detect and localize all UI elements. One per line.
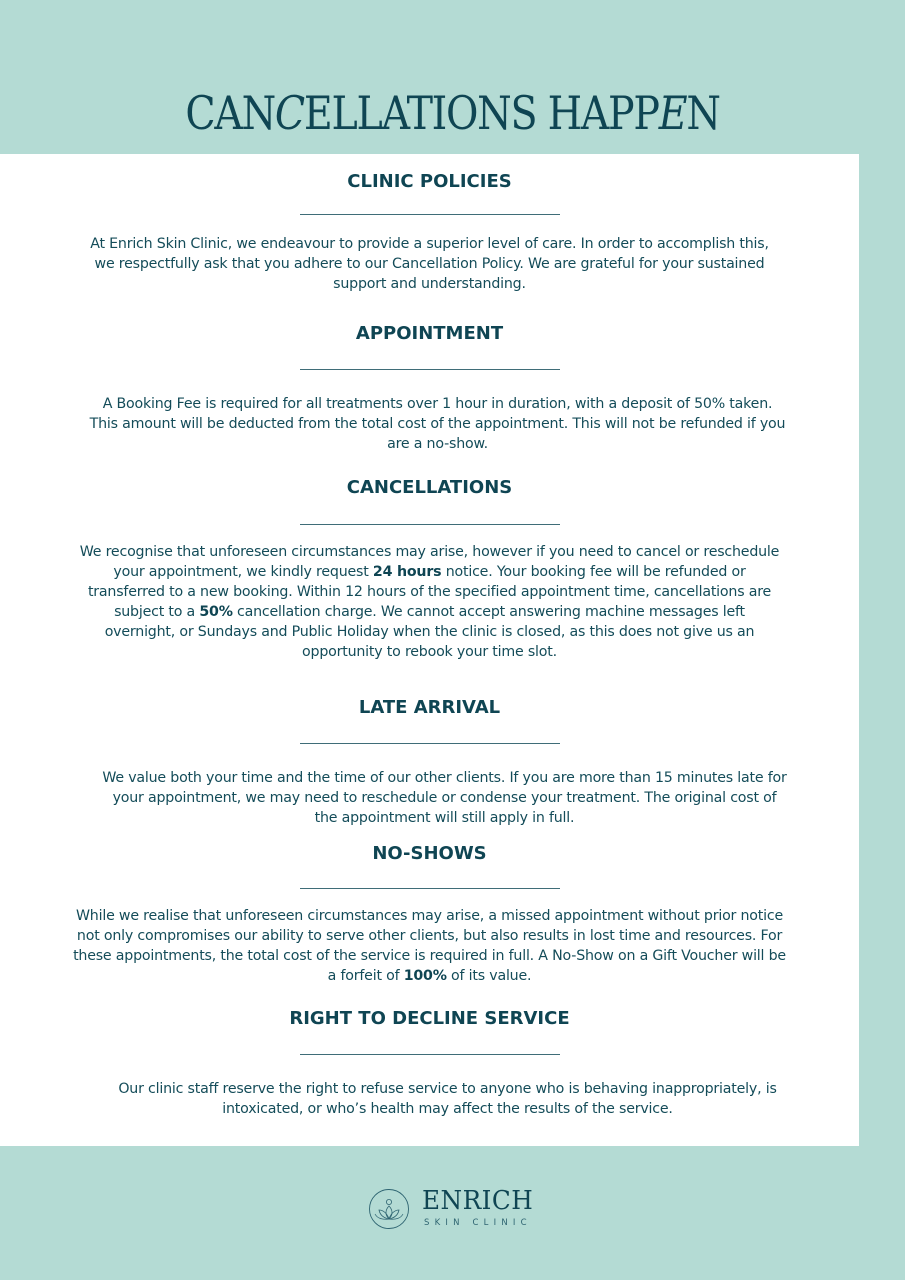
heading-divider [300,743,560,744]
section-heading: APPOINTMENT [355,323,504,344]
section-heading: LATE ARRIVAL [358,697,501,718]
section-body: Our clinic staff reserve the right to refuse service to anyone who is behaving inappropriately, is intoxicated, or who’s health may affect the results of the service. [118,1081,777,1117]
section-body: A Booking Fee is required for all treatments over 1 hour in duration, with a deposit of 50% taken. This amount will be deducted from the total cost of the appointment. This will not be refunded if you are a no-show. [89,396,786,452]
emphasis-24-hours: 24 hours [372,564,442,580]
title-part: CAN [185,85,275,140]
title-italic-e: E [658,85,687,140]
heading-divider [300,214,560,215]
section-heading: CANCELLATIONS [346,477,513,498]
section-clinic-policies [0,170,859,294]
logo-wordmark: ENRICH [422,1186,534,1216]
section-right-to-decline [0,1007,859,1119]
section-cancellations [0,476,859,662]
section-appointment [0,322,859,454]
body-text-segment: cancellation charge. We cannot accept answering machine messages left overnight, or Sundays and Public Holiday when the clinic is closed, as this does not give us an opportunity to rebook your time slot. [104,604,755,660]
enrich-logo [368,1188,548,1232]
page-title [63,83,841,143]
heading-divider [300,888,560,889]
body-text-segment: While we realise that unforeseen circumstances may arise, a missed appointment without prior notice not only compromises our ability to serve other clients, but also results in lost time and resources. For these appointments, the total cost of the service is required in full. A No-Show on a Gift Voucher will be a forfeit of [73,908,786,984]
section-body: We value both your time and the time of our other clients. If you are more than 15 minutes late for your appointment, we may need to reschedule or condense your treatment. The original cost of the appointment will still apply in full. [102,770,787,826]
section-body [70,906,790,986]
body-text-segment: of its value. [446,968,532,984]
body-text-segment: We recognise that unforeseen circumstances may arise, however if you need to cancel or reschedule your appointment, we kindly request [79,544,780,580]
section-heading: RIGHT TO DECLINE SERVICE [289,1008,570,1029]
logo-tagline: SKIN CLINIC [424,1218,532,1228]
emphasis-100-percent: 100% [403,968,447,984]
emphasis-50-percent: 50% [199,604,233,620]
heading-divider [300,369,560,370]
section-late-arrival [0,696,859,828]
section-no-shows [0,842,859,986]
body-text-segment: notice. Your booking fee will be refunded or transferred to a new booking. Within 12 hours of the specified appointment time, cancellations are subject to a [87,564,772,620]
title-part: N [686,85,720,140]
section-heading: NO-SHOWS [372,843,487,864]
section-heading: CLINIC POLICIES [347,171,512,192]
section-body [80,542,780,662]
heading-divider [300,524,560,525]
heading-divider [300,1054,560,1055]
section-body: At Enrich Skin Clinic, we endeavour to provide a superior level of care. In order to accomplish this, we respectfully ask that you adhere to our Cancellation Policy. We are grateful for your sustained support and understanding. [90,236,769,292]
title-italic-c: C [274,85,304,140]
lotus-figure-icon [368,1188,410,1230]
title-part: ELLATIONS HAPP [303,85,659,140]
